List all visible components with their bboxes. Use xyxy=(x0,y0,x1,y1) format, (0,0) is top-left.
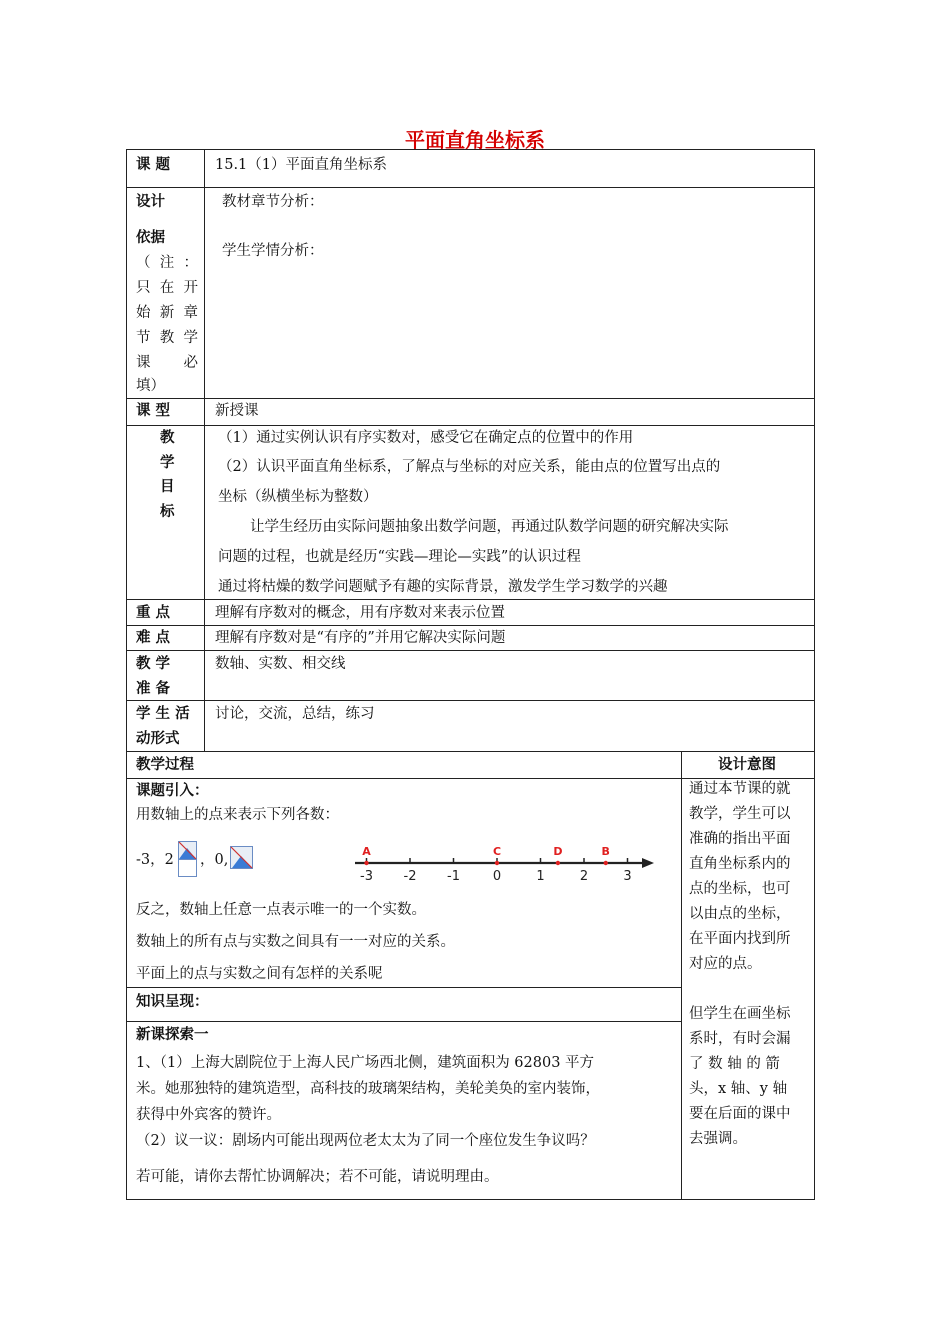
objectives-label: 目 xyxy=(160,479,175,495)
row-divider xyxy=(127,650,814,651)
intro-line: 平面上的点与实数之间有怎样的关系呢 xyxy=(136,966,383,982)
activity-label: 动形式 xyxy=(136,731,180,747)
explore-line: 若可能，请你去帮忙协调解决；若不可能，请说明理由。 xyxy=(136,1169,499,1185)
objective-line: 坐标（纵横坐标为整数） xyxy=(218,489,378,505)
design-intent-header: 设计意图 xyxy=(718,757,776,773)
difficulty-label: 难 点 xyxy=(136,630,171,646)
explore-line: 获得中外宾客的赞许。 xyxy=(136,1107,281,1123)
basis-note: 填） xyxy=(136,378,165,394)
basis-label: 设计 xyxy=(136,194,165,210)
column-divider xyxy=(681,751,682,1200)
row-divider xyxy=(127,1021,681,1022)
basis-label: 依据 xyxy=(136,230,165,246)
row-divider xyxy=(127,398,814,399)
objective-line: 问题的过程，也就是经历“实践—理论—实践”的认识过程 xyxy=(218,549,581,565)
intro-line: 数轴上的所有点与实数之间具有一一对应的关系。 xyxy=(136,934,455,950)
objective-line: （2）认识平面直角坐标系，了解点与坐标的对应关系，能由点的位置写出点的 xyxy=(218,459,721,475)
row-divider xyxy=(127,751,814,752)
column-divider xyxy=(204,150,205,751)
tick-label: 1 xyxy=(536,869,545,884)
preparation-label: 教 学 xyxy=(136,656,171,672)
explore-line: 1、（1）上海大剧院位于上海人民广场西北侧，建筑面积为 62803 平方 xyxy=(136,1055,595,1071)
point-label: B xyxy=(601,845,610,858)
design-intent-line: 在平面内找到所 xyxy=(689,931,791,947)
basis-note: （ 注 ： xyxy=(136,255,198,271)
explore-line: 米。她那独特的建筑造型，高科技的玻璃架结构，美轮美奂的室内装饰， xyxy=(136,1081,600,1097)
point-marker xyxy=(556,861,560,865)
axis-arrow xyxy=(642,858,654,868)
tick-label: 0 xyxy=(492,869,502,884)
objective-line: 通过将枯燥的数学问题赋予有趣的实际背景，激发学生学习数学的兴趣 xyxy=(218,579,668,595)
key-point-value: 理解有序数对的概念，用有序数对来表示位置 xyxy=(215,605,505,621)
objective-line: （1）通过实例认识有序实数对，感受它在确定点的位置中的作用 xyxy=(218,430,634,446)
design-intent-line: 教学，学生可以 xyxy=(689,806,791,822)
topic-value: 15.1（1）平面直角坐标系 xyxy=(215,157,388,173)
row-divider xyxy=(127,625,814,626)
basis-note: 只 在 开 xyxy=(136,280,198,296)
point-label: C xyxy=(492,845,502,858)
objective-line: 让学生经历由实际问题抽象出数学问题，再通过队数学问题的研究解决实际 xyxy=(250,519,729,535)
key-point-label: 重 点 xyxy=(136,605,171,621)
objectives-label: 标 xyxy=(160,504,175,520)
explore-line: （2）议一议：剧场内可能出现两位老太太为了同一个座位发生争议吗？ xyxy=(136,1133,595,1149)
design-intent-line: 通过本节课的就 xyxy=(689,781,791,797)
explore-heading: 新课探索一 xyxy=(136,1027,209,1043)
preparation-label: 准 备 xyxy=(136,681,171,697)
lesson-type-value: 新授课 xyxy=(215,403,259,419)
row-divider xyxy=(127,700,814,701)
point-label: A xyxy=(362,845,371,858)
design-intent-line: 系时，有时会漏 xyxy=(689,1031,791,1047)
objectives-label: 学 xyxy=(160,455,175,471)
image-placeholder-icon xyxy=(230,846,254,870)
row-divider xyxy=(127,987,681,988)
design-intent-line: 头，x 轴、y 轴 xyxy=(689,1081,788,1097)
design-intent-line: 了 数 轴 的 箭 xyxy=(689,1056,780,1072)
activity-value: 讨论，交流，总结，练习 xyxy=(215,706,375,722)
point-marker xyxy=(364,861,368,865)
tick-label: 2 xyxy=(579,869,589,884)
intro-line: 用数轴上的点来表示下列各数： xyxy=(136,807,339,823)
design-intent-line: 去强调。 xyxy=(689,1131,747,1147)
difficulty-value: 理解有序数对是“有序的”并用它解决实际问题 xyxy=(215,630,506,646)
objectives-label: 教 xyxy=(160,430,175,446)
activity-label: 学 生 活 xyxy=(136,706,190,722)
tick-label: -2 xyxy=(403,869,417,884)
design-intent-line: 点的坐标，也可 xyxy=(689,881,791,897)
lesson-type-label: 课 型 xyxy=(136,403,171,419)
row-divider xyxy=(127,187,814,188)
knowledge-heading: 知识呈现： xyxy=(136,994,209,1010)
intro-numbers: ，0, xyxy=(200,852,229,868)
point-marker xyxy=(495,861,499,865)
row-divider xyxy=(127,778,814,779)
student-analysis: 学生学情分析： xyxy=(222,243,324,259)
design-intent-line: 但学生在画坐标 xyxy=(689,1006,791,1022)
basis-note: 课 必 xyxy=(136,355,198,371)
image-placeholder-icon xyxy=(178,841,198,877)
design-intent-line: 对应的点。 xyxy=(689,956,762,972)
tick-label: -3 xyxy=(360,869,373,884)
textbook-analysis: 教材章节分析： xyxy=(222,194,324,210)
process-header: 教学过程 xyxy=(136,757,194,773)
tick-label: 3 xyxy=(623,869,632,884)
topic-label: 课 题 xyxy=(136,157,171,173)
basis-note: 节 教 学 xyxy=(136,330,198,346)
row-divider xyxy=(127,425,814,426)
design-intent-line: 准确的指出平面 xyxy=(689,831,791,847)
page-title: 平面直角坐标系 xyxy=(405,128,545,152)
basis-note: 始 新 章 xyxy=(136,305,198,321)
row-divider xyxy=(127,599,814,600)
preparation-value: 数轴、实数、相交线 xyxy=(215,656,346,672)
tick-label: -1 xyxy=(447,869,460,884)
intro-heading: 课题引入： xyxy=(136,783,209,799)
design-intent-line: 以由点的坐标， xyxy=(689,906,791,922)
intro-numbers: -3，2 xyxy=(136,852,174,868)
design-intent-line: 直角坐标系内的 xyxy=(689,856,791,872)
number-line xyxy=(350,843,656,887)
point-marker xyxy=(604,861,608,865)
intro-line: 反之，数轴上任意一点表示唯一的一个实数。 xyxy=(136,902,426,918)
design-intent-line: 要在后面的课中 xyxy=(689,1106,791,1122)
point-label: D xyxy=(553,845,563,858)
lesson-plan-table xyxy=(126,149,815,1200)
